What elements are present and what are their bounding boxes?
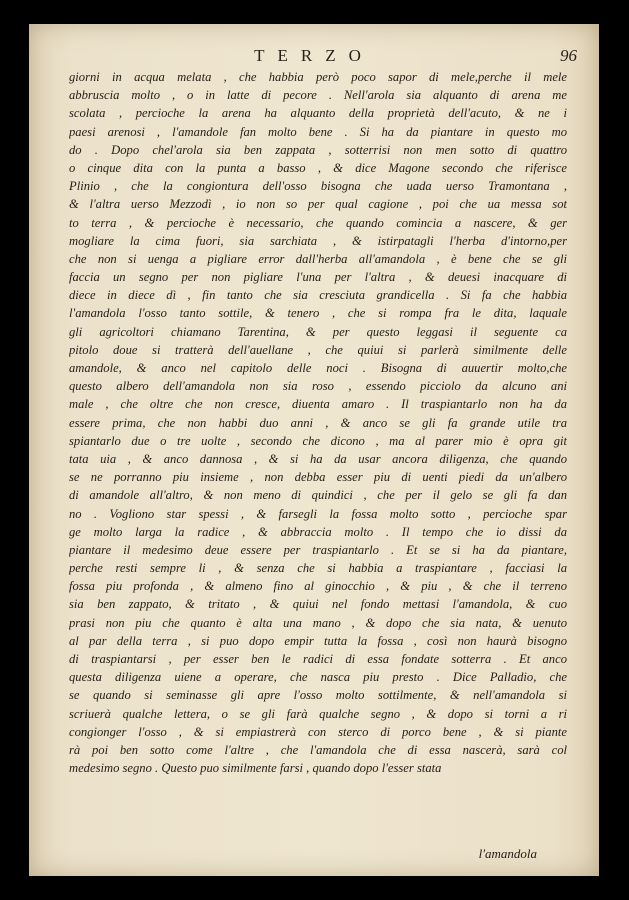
text-line: no . Vogliono star spessi , & farsegli la fossa molto sotto , percioche spar [69, 506, 567, 521]
running-title: TERZO [254, 46, 374, 65]
text-line: giorni in acqua melata , che habbia però poco sapor di mele,perche il mele [69, 70, 567, 84]
text-line: piantare il medesimo deue essere per traspiantarlo . Et se si ha da piantare, [69, 542, 567, 557]
text-line: scriuerà qualche lettera, o se gli farà qualche segno , & dopo si torni a ri [69, 706, 567, 721]
text-line: gli agricoltori chiamano Tarentina, & per questo leggasi il seguente ca [69, 324, 567, 339]
text-block [69, 68, 567, 777]
text-line: abbruscia molto , o in latte di pecore . Nell'arola sia alquanto di arena me [69, 88, 567, 103]
text-line: l'amandola l'osso tanto sottile, & tenero , che si rompa fra le dita, laquale [69, 306, 567, 321]
text-line: to terra , & percioche è necessario, che quando comincia a nascere, & ger [69, 215, 567, 230]
text-line: scolata , percioche la arena ha alquanto della proprietà dell'acuto, & ne i [69, 106, 567, 121]
text-line: essere prima, che non habbi duo anni , & anco se gli fa grande utile tra [69, 415, 567, 430]
text-line: ge molto larga la radice , & abbraccia molto . Il tempo che io dissi da [69, 524, 567, 539]
text-line: prasi non piu che quanto è alta una mano , & dopo che sia nata, & uenuto [69, 615, 567, 630]
text-line: al par della terra , si puo dopo empir tutta la fossa , così non haurà bisogno [69, 633, 567, 648]
text-line: fossa piu profonda , & almeno fino al ginocchio , & piu , & che il terreno [69, 579, 567, 594]
text-line: tata uia , & anco dannosa , & si ha da usar ancora diligenza, che quando [69, 451, 567, 466]
text-line: congionger l'osso , & si empiastrerà con sterco di porco bene , & si piante [69, 724, 567, 739]
text-line: se quando si seminasse gli apre l'osso molto sottilmente, & nell'amandola si [69, 688, 567, 703]
text-line: Plinio , che la congiontura dell'osso bisogna che uada uerso Tramontana , [69, 179, 567, 194]
text-line: perche resti sempre li , & senza che si habbia a traspiantare , facciasi la [69, 561, 567, 576]
text-line: & l'altra uerso Mezzodì , io non so per qual cagione , poi che ua messa sot [69, 197, 567, 212]
book-page [29, 24, 599, 876]
catchword: l'amandola [478, 846, 537, 861]
text-line: sia ben zappato, & tritato , & quiui nel fondo mettasi l'amandola, & cuo [69, 597, 567, 612]
text-line: diece in diece dì , fin tanto che sia cresciuta grandicella . Si fa che habbia [69, 288, 567, 303]
text-line: o cinque dita con la punta a basso , & dice Magone secondo che riferisce [69, 160, 567, 175]
text-line: pitolo doue si tratterà dell'auellane , che quiui si parlerà similmente delle [69, 342, 567, 357]
text-line: di amandole all'altro, & non meno di quindici , che per il gelo se gli fa dan [69, 488, 567, 503]
text-line: spiantarlo due o tre uolte , secondo che dicono , ma al parer mio è opra git [69, 433, 567, 448]
text-line: di traspiantarsi , per esser ben le radici di essa fondate sotterra . Et anco [69, 652, 567, 666]
page-number: 96 [560, 46, 577, 65]
text-line: se ne porranno piu insieme , non debba esser piu di uenti piedi da un'albero [69, 470, 567, 485]
text-line: mogliare la cima fuori, sia sarchiata , & istirpatagli l'herba d'intorno,per [69, 233, 567, 248]
text-line: faccia un segno per non pigliare l'una per l'altra , & deuesi inacquare di [69, 270, 567, 285]
text-line: medesimo segno . Questo puo similmente farsi , quando dopo l'esser stata [69, 761, 442, 776]
text-line: do . Dopo chel'arola sia ben zappata , sotterrisi non men sotto di quattro [69, 142, 567, 157]
text-line: amandole, & anco nel capitolo delle noci . Bisogna di auuertir molto,che [69, 361, 567, 375]
text-line: rà poi ben sotto come l'altre , che l'amandola che di essa nascerà, sarà col [69, 742, 567, 757]
text-line: che non si uenga a pigliare error dall'herba all'amandola , è bene che se gli [69, 251, 567, 266]
text-line: questa diligenza uiene a operare, che nasca piu presto . Dice Palladio, che [69, 670, 567, 685]
text-line: male , che oltre che non cresce, diuenta amaro . Il traspiantarlo non ha da [69, 397, 567, 412]
text-line: paesi arenosi , l'amandole fan molto bene . Si ha da piantare in questo mo [69, 124, 567, 139]
text-line: questo albero dell'amandola non sia roso , essendo picciolo da alcuno ani [69, 379, 567, 394]
scan-frame [9, 9, 619, 889]
